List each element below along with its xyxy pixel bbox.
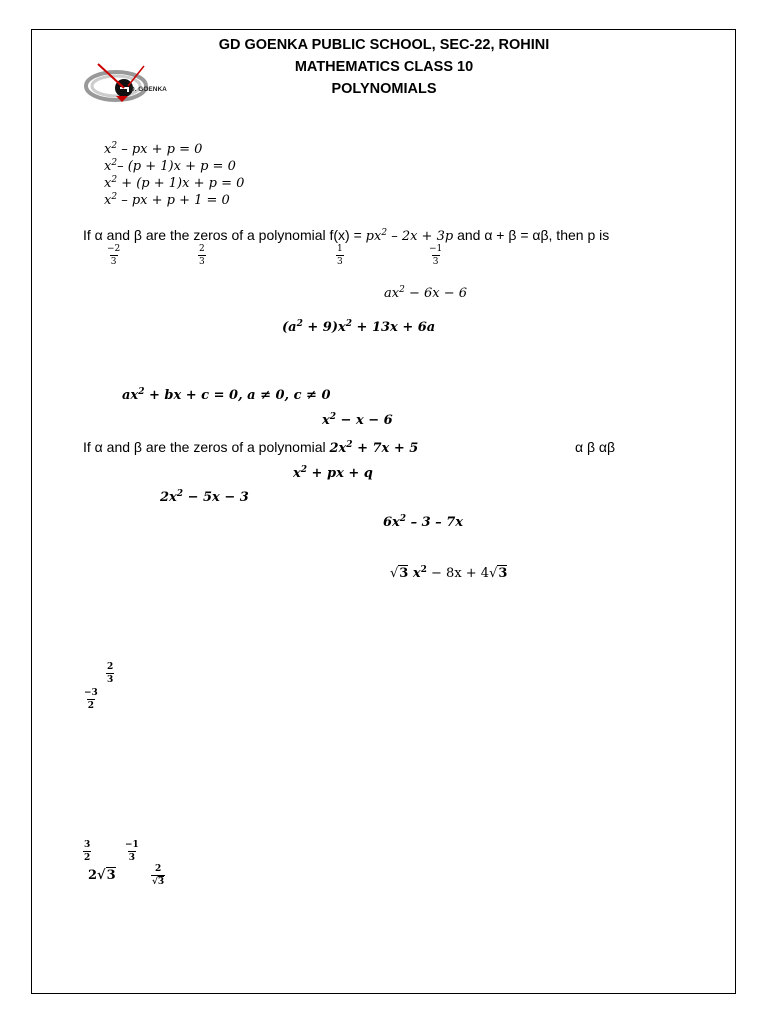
expr-a2: $(a^2 + 9)x^2 + 13x + 6a$ xyxy=(282,319,436,335)
expr-2x2: $2x^2 - 5x - 3$ xyxy=(160,489,249,505)
expr-ax2: $ax^2 - 6x - 6$ xyxy=(384,285,468,301)
fraction-answer: $\frac{3}{2}$ xyxy=(84,840,91,863)
school-logo xyxy=(76,58,186,108)
fraction-option: $\frac{1}{3}$ xyxy=(337,244,343,267)
topic-title: POLYNOMIALS xyxy=(331,81,437,97)
option-4: $x^2$ – px + p + 1 = 0 xyxy=(104,192,230,208)
expr-x2x6: $x^2 - x - 6$ xyxy=(322,412,393,428)
question-zeros-p: If α and β are the zeros of a polynomial $f(x) = px^2 - 2x + 3p$ and α + β = αβ, then p is xyxy=(83,227,610,244)
alpha-beta-labels: α β αβ xyxy=(575,439,616,455)
fraction-answer: $\frac{-3}{2}$ xyxy=(84,688,98,711)
expr-6x2: $6x^2 - 3 - 7x$ xyxy=(383,514,464,530)
expr-pq: $x^2$ + px + q xyxy=(293,465,373,481)
expr-sqrt3: √3 $x^2 - 8x + 4√3$ xyxy=(390,565,508,581)
school-name: GD GOENKA PUBLIC SCHOOL, SEC-22, ROHINI xyxy=(218,37,550,53)
logo-text: D. GOENKA xyxy=(130,86,167,93)
fraction-sqrt: $\frac{2}{√3}$ xyxy=(152,864,165,887)
option-2: $x^2-$ (p + 1)x + p = 0 xyxy=(104,158,236,174)
fraction-option: $\frac{2}{3}$ xyxy=(199,244,205,267)
fraction-option: $\frac{-2}{3}$ xyxy=(107,244,121,267)
class-title: MATHEMATICS CLASS 10 xyxy=(294,59,474,75)
expr-general: $ax^2$ + bx + c = 0, a ≠ 0, c ≠ 0 xyxy=(122,387,331,403)
fraction-answer: $\frac{2}{3}$ xyxy=(107,662,114,685)
fraction-answer: $\frac{-1}{3}$ xyxy=(125,840,139,863)
fraction-option: $\frac{-1}{3}$ xyxy=(429,244,443,267)
question-zeros-2: If α and β are the zeros of a polynomial $2x^2 + 7x + 5$ xyxy=(83,439,419,456)
option-3: $x^2 + (p + 1)x + p = 0$ xyxy=(104,175,245,191)
expr-2sqrt3: 2√3 xyxy=(88,868,116,883)
option-1: $x^2$ – px + p = 0 xyxy=(104,141,203,157)
